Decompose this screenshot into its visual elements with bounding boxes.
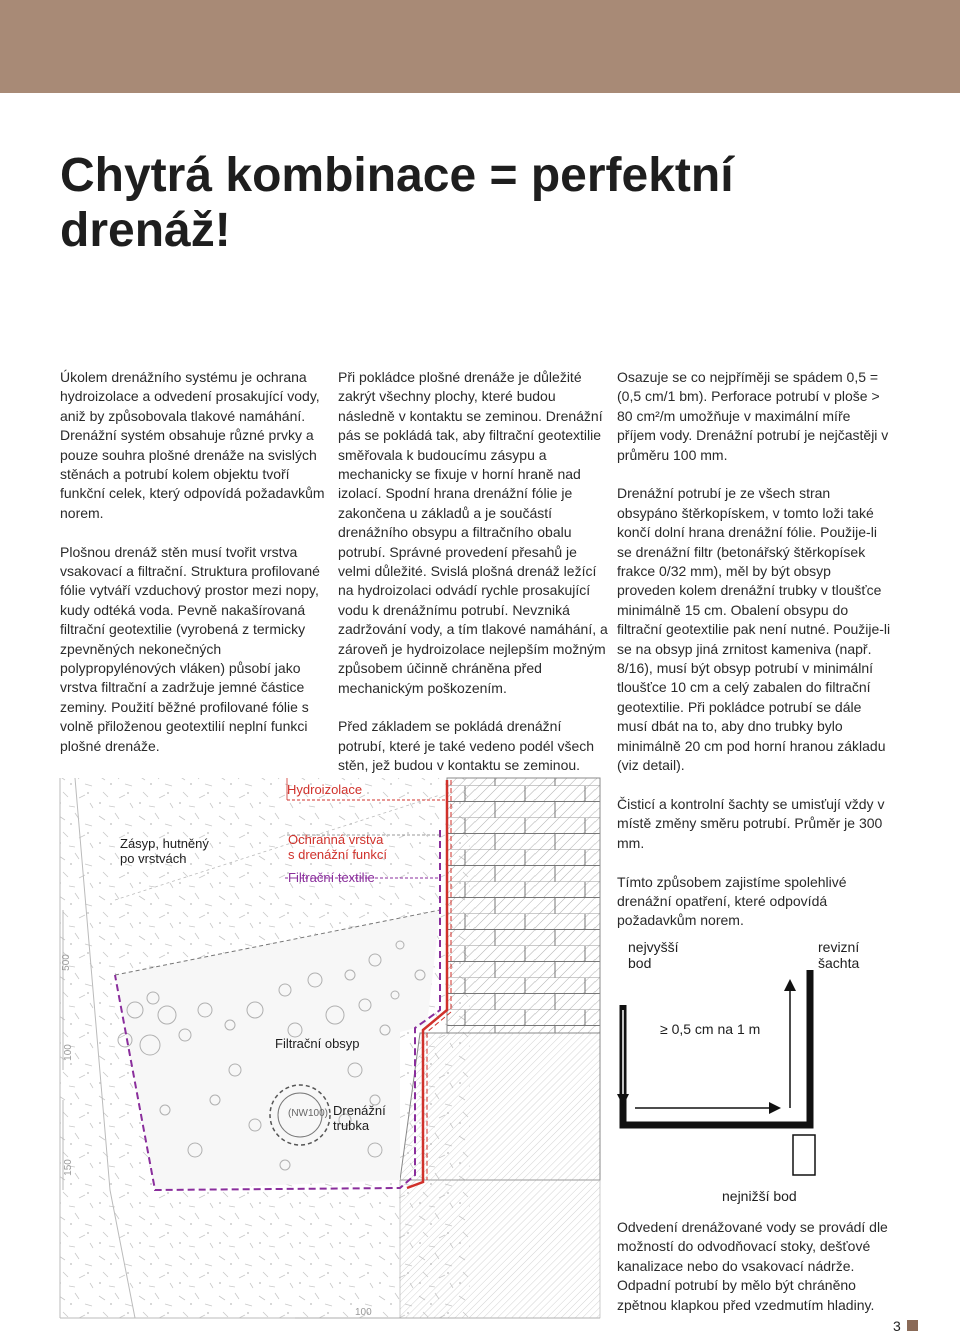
page-title: Chytrá kombinace = perfektní drenáž! bbox=[60, 149, 734, 257]
text-column-2 bbox=[338, 368, 608, 795]
label-filtracni-textilie: Filtrační textilie bbox=[288, 870, 375, 885]
dimension-100-bottom: 100 bbox=[355, 1307, 372, 1318]
drain-route-scheme bbox=[615, 950, 855, 1180]
label-zasyp-2: po vrstvách bbox=[120, 851, 187, 866]
label-trubka-1: Drenážní bbox=[333, 1103, 386, 1118]
paragraph: Úkolem drenážního systému je ochrana hydroizolace a odvedení prosakující vody, aniž by způsobovala tlakové namáhání. Drenážní systém obsahuje různé prvky a pouze souhra plošné drenáže na svislých stěnách a potrubí kolem objektu tvoří funkční celek, který odpovídá požadavkům norem. bbox=[60, 369, 325, 521]
scheme-nejnizsi: nejnižší bod bbox=[722, 1188, 797, 1204]
dimension-500: 500 bbox=[60, 954, 72, 971]
paragraph: Před základem se pokládá drenážní potrubí, které je také vedeno podél všech stěn, jež budou v kontaktu se zeminou. bbox=[338, 718, 595, 774]
label-ochranna-1: Ochranná vrstva bbox=[288, 832, 384, 847]
dimension-100: 100 bbox=[62, 1044, 74, 1061]
label-ochranna-2: s drenážní funkcí bbox=[288, 847, 387, 862]
text-column-3-bottom bbox=[617, 1218, 892, 1334]
paragraph: Drenážní potrubí je ze všech stran obsypáno štěrkopískem, v tomto loži také končí dolní hrana drenážní fólie. Použije-li se drenážní filtr (betonářský štěrkopísek frakce 0/32 mm), měl by být obsyp proveden kolem drenážní trubky v tloušťce minimálně 15 cm. Obalení obsypu do filtrační geotextilie pak není nutné. Použije-li se na obsyp jiná zrnitost kameniva (např. 8/16), musí být obsyp potrubí v minimální tloušťce 10 cm a celý zabalen do filtrační geotextilie. Při pokládce potrubí se dále musí dbát na to, aby dno trubky bylo minimálně 20 cm pod horní hranou základu (viz detail). bbox=[617, 485, 891, 774]
paragraph: Tímto způsobem zajistíme spolehlivé drenážní opatření, které odpovídá požadavkům norem. bbox=[617, 873, 847, 929]
top-color-band bbox=[0, 0, 960, 93]
text-column-3 bbox=[617, 368, 892, 950]
dimension-150: 150 bbox=[62, 1159, 74, 1176]
scheme-slope: ≥ 0,5 cm na 1 m bbox=[660, 1021, 761, 1037]
label-zasyp-1: Zásyp, hutněný bbox=[120, 836, 209, 851]
paragraph: Osazuje se co nejpříměji se spádem 0,5 = (0,5 cm/1 bm). Perforace potrubí v ploše > 80 cm²/m umožňuje v maximální míře příjem vody. Drenážní potrubí je nejčastěji v průměru 100 mm. bbox=[617, 369, 889, 463]
page-marker-square bbox=[907, 1320, 918, 1331]
scheme-revizni-1: revizní bbox=[818, 939, 860, 955]
scheme-nejvyssi-2: bod bbox=[628, 955, 652, 971]
scheme-nejvyssi-1: nejvyšší bbox=[628, 939, 679, 955]
paragraph: Odvedení drenážované vody se provádí dle možností do odvodňovací stoky, dešťové kanalizace nebo do vsakovací nádrže. Odpadní potrubí by mělo být chráněno zpětnou klapkou před vzedmutím hladiny. bbox=[617, 1219, 888, 1313]
paragraph: Plošnou drenáž stěn musí tvořit vrstva vsakovací a filtrační. Struktura profilované fólie vytváří vzduchový prostor mezi nopy, kudy odtéká voda. Pevně nakašírovaná filtrační geotextilie (vyrobená z termicky zpevněných nekonečných polypropylénových vláken) působí jako vrstva filtrační a zadržuje jemné částice zeminy. Použití běžné profilované fólie s volně přiloženou geotextilií neplní funkci plošné drenáže. bbox=[60, 543, 320, 754]
text-column-1 bbox=[60, 368, 330, 776]
page-number: 3 bbox=[893, 1318, 901, 1334]
scheme-revizni-2: šachta bbox=[818, 955, 860, 971]
paragraph: Čisticí a kontrolní šachty se umisťují vždy v místě změny směru potrubí. Průměr je 300 mm. bbox=[617, 795, 885, 851]
label-hydroizolace: Hydroizolace bbox=[287, 782, 363, 797]
label-pipe-code: (NW100) bbox=[288, 1108, 329, 1119]
paragraph: Při pokládce plošné drenáže je důležité zakrýt všechny plochy, které budou následně v kontaktu se zeminou. Drenážní pás se pokládá tak, aby filtrační geotextilie směřovala k budoucímu zásypu a mechanicky se fixuje v horní hraně nad izolací. Spodní hrana drenážní fólie je zakončena u základů a je součástí drenážního obsypu a filtračního obalu potrubí. Správné provedení přesahů je velmi důležité. Svislá plošná drenáž ležící na hydroizolaci odvádí rychle prosakující vodu k drenážnímu potrubí. Nevzniká zadržování vody, a tím tlakové namáhání, a zároveň je hydroizolace nejlepším možným způsobem účinně chráněna před mechanickým poškozením. bbox=[338, 369, 608, 696]
label-trubka-2: trubka bbox=[333, 1118, 370, 1133]
label-filtracni-obsyp: Filtrační obsyp bbox=[275, 1036, 360, 1051]
